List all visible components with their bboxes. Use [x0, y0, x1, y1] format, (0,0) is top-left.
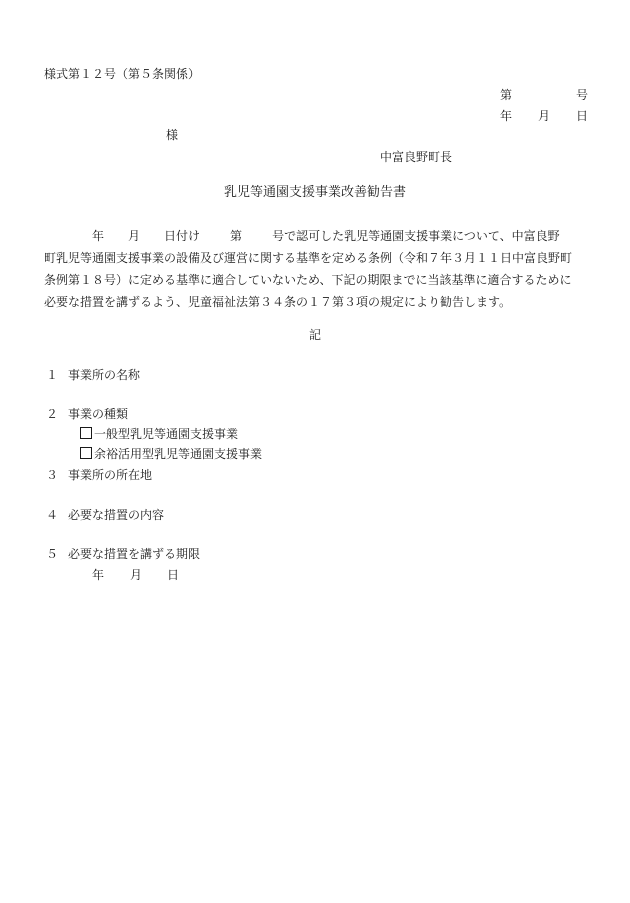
date-month: 月 [538, 109, 551, 123]
item-3-number: ３ [46, 468, 59, 482]
date-year: 年 [500, 109, 513, 123]
item-4-number: ４ [46, 508, 59, 522]
addressee-suffix: 様 [166, 128, 179, 142]
business-type-option-general[interactable] [80, 426, 238, 442]
item-2-label: 事業の種類 [68, 407, 129, 421]
date-day: 日 [576, 109, 589, 123]
item-5-number: ５ [46, 547, 59, 561]
body-paragraph [44, 225, 592, 313]
body-line-4: 必要な措置を講ずるよう、児童福祉法第３４条の１７第３項の規定により勧告します。 [44, 295, 512, 309]
checkbox[interactable] [80, 427, 92, 439]
item-5-label: 必要な措置を講ずる期限 [68, 547, 201, 561]
item-1-label: 事業所の名称 [68, 368, 141, 382]
body-no-prefix: 第 [230, 229, 243, 243]
body-year: 年 [92, 229, 105, 243]
option-label: 一般型乳児等通園支援事業 [94, 427, 239, 441]
item-2-number: ２ [46, 407, 59, 421]
body-line-1 [44, 225, 592, 247]
deadline-year: 年 [92, 568, 105, 582]
document-title: 乳児等通園支援事業改善勧告書 [223, 185, 406, 200]
option-label: 余裕活用型乳児等通園支援事業 [94, 447, 263, 461]
body-line-1-rest: 号で認可した乳児等通園支援事業について、中富良野 [272, 229, 560, 243]
business-type-option-spare-capacity[interactable] [80, 446, 262, 462]
body-line-2: 町乳児等通園支援事業の設備及び運営に関する基準を定める条例（令和７年３月１１日中富良野町 [44, 251, 573, 265]
checkbox[interactable] [80, 447, 92, 459]
deadline-day: 日 [167, 568, 180, 582]
document-number-suffix: 号 [576, 88, 589, 102]
form-number: 様式第１２号（第５条関係） [44, 67, 201, 81]
body-line-3: 条例第１８号）に定める基準に適合していないため、下記の期限までに当該基準に適合するために [44, 273, 572, 287]
issuer: 中富良野町長 [380, 150, 453, 164]
body-day-ref: 日付け [164, 229, 201, 243]
ki-heading: 記 [308, 328, 321, 342]
item-3-label: 事業所の所在地 [68, 468, 153, 482]
body-month: 月 [128, 229, 141, 243]
document-number-prefix: 第 [500, 88, 513, 102]
deadline-month: 月 [130, 568, 143, 582]
item-4-label: 必要な措置の内容 [68, 508, 165, 522]
item-1-number: １ [46, 368, 59, 382]
